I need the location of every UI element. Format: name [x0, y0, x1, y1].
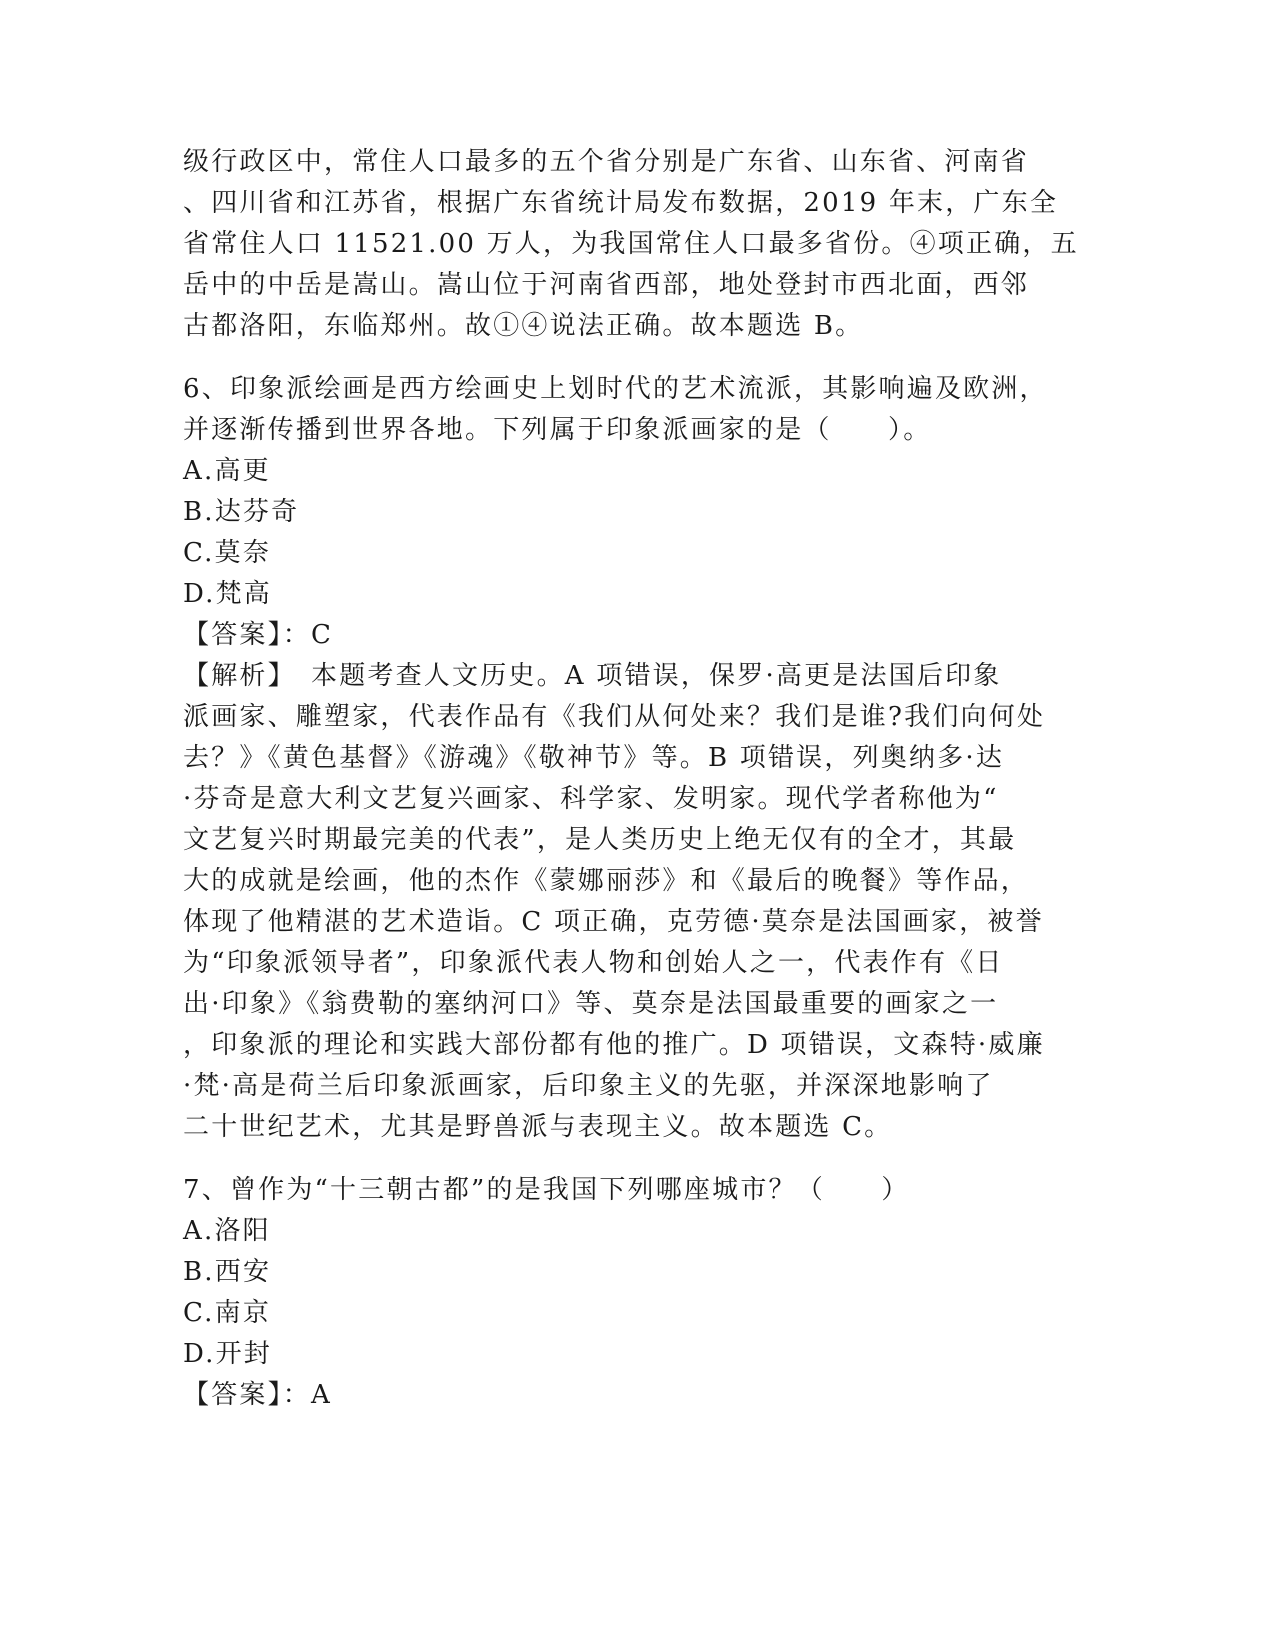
text-line: 【解析】 本题考查人文历史。A 项错误，保罗·高更是法国后印象 [183, 661, 1002, 691]
question-6 [183, 369, 1083, 1148]
text-line: 为“印象派领导者”，印象派代表人物和创始人之一，代表作有《日 [183, 948, 1004, 978]
option-c: C.莫奈 [183, 538, 272, 568]
text-line: 大的成就是绘画，他的杰作《蒙娜丽莎》和《最后的晚餐》等作品， [183, 866, 1030, 896]
option-b: B.达芬奇 [183, 497, 300, 527]
option-a: A.高更 [183, 456, 271, 486]
text-line: 古都洛阳，东临郑州。故①④说法正确。故本题选 B。 [183, 311, 864, 341]
text-line: ·梵·高是荷兰后印象派画家，后印象主义的先驱，并深深地影响了 [183, 1071, 994, 1101]
question-stem: 6、印象派绘画是西方绘画史上划时代的艺术流派，其影响遍及欧洲， [183, 374, 1048, 404]
option-d: D.梵高 [183, 579, 272, 609]
text-line: 去？》《黄色基督》《游魂》《敬神节》等。B 项错误，列奥纳多·达 [183, 743, 1005, 773]
question-7 [183, 1170, 1083, 1416]
question-stem: 并逐渐传播到世界各地。下列属于印象派画家的是（ ）。 [183, 415, 932, 445]
document-page [183, 142, 1083, 1416]
explanation [183, 656, 1083, 1148]
text-line: 省常住人口 11521.00 万人，为我国常住人口最多省份。④项正确，五 [183, 229, 1079, 259]
text-line: ，印象派的理论和实践大部份都有他的推广。D 项错误，文森特·威廉 [183, 1030, 1045, 1060]
question-stem: 7、曾作为“十三朝古都”的是我国下列哪座城市？（ ） [183, 1175, 910, 1205]
text-line: ·芬奇是意大利文艺复兴画家、科学家、发明家。现代学者称他为“ [183, 784, 999, 814]
previous-explanation [183, 142, 1083, 347]
text-line: 岳中的中岳是嵩山。嵩山位于河南省西部，地处登封市西北面，西邻 [183, 270, 1030, 300]
answer-line: 【答案】：A [183, 1380, 332, 1410]
text-line: 体现了他精湛的艺术造诣。C 项正确，克劳德·莫奈是法国画家，被誉 [183, 907, 1044, 937]
text-line: 二十世纪艺术，尤其是野兽派与表现主义。故本题选 C。 [183, 1112, 893, 1142]
text-line: 出·印象》《翁费勒的塞纳河口》等、莫奈是法国最重要的画家之一 [183, 989, 999, 1019]
text-line: 文艺复兴时期最完美的代表”，是人类历史上绝无仅有的全才，其最 [183, 825, 1017, 855]
text-line: 级行政区中，常住人口最多的五个省分别是广东省、山东省、河南省 [183, 147, 1030, 177]
option-d: D.开封 [183, 1339, 272, 1369]
option-a: A.洛阳 [183, 1216, 271, 1246]
answer-line: 【答案】：C [183, 620, 334, 650]
option-b: B.西安 [183, 1257, 272, 1287]
text-line: 、四川省和江苏省，根据广东省统计局发布数据，2019 年末，广东全 [183, 188, 1059, 218]
text-line: 派画家、雕塑家，代表作品有《我们从何处来？我们是谁?我们向何处 [183, 702, 1046, 732]
option-c: C.南京 [183, 1298, 272, 1328]
